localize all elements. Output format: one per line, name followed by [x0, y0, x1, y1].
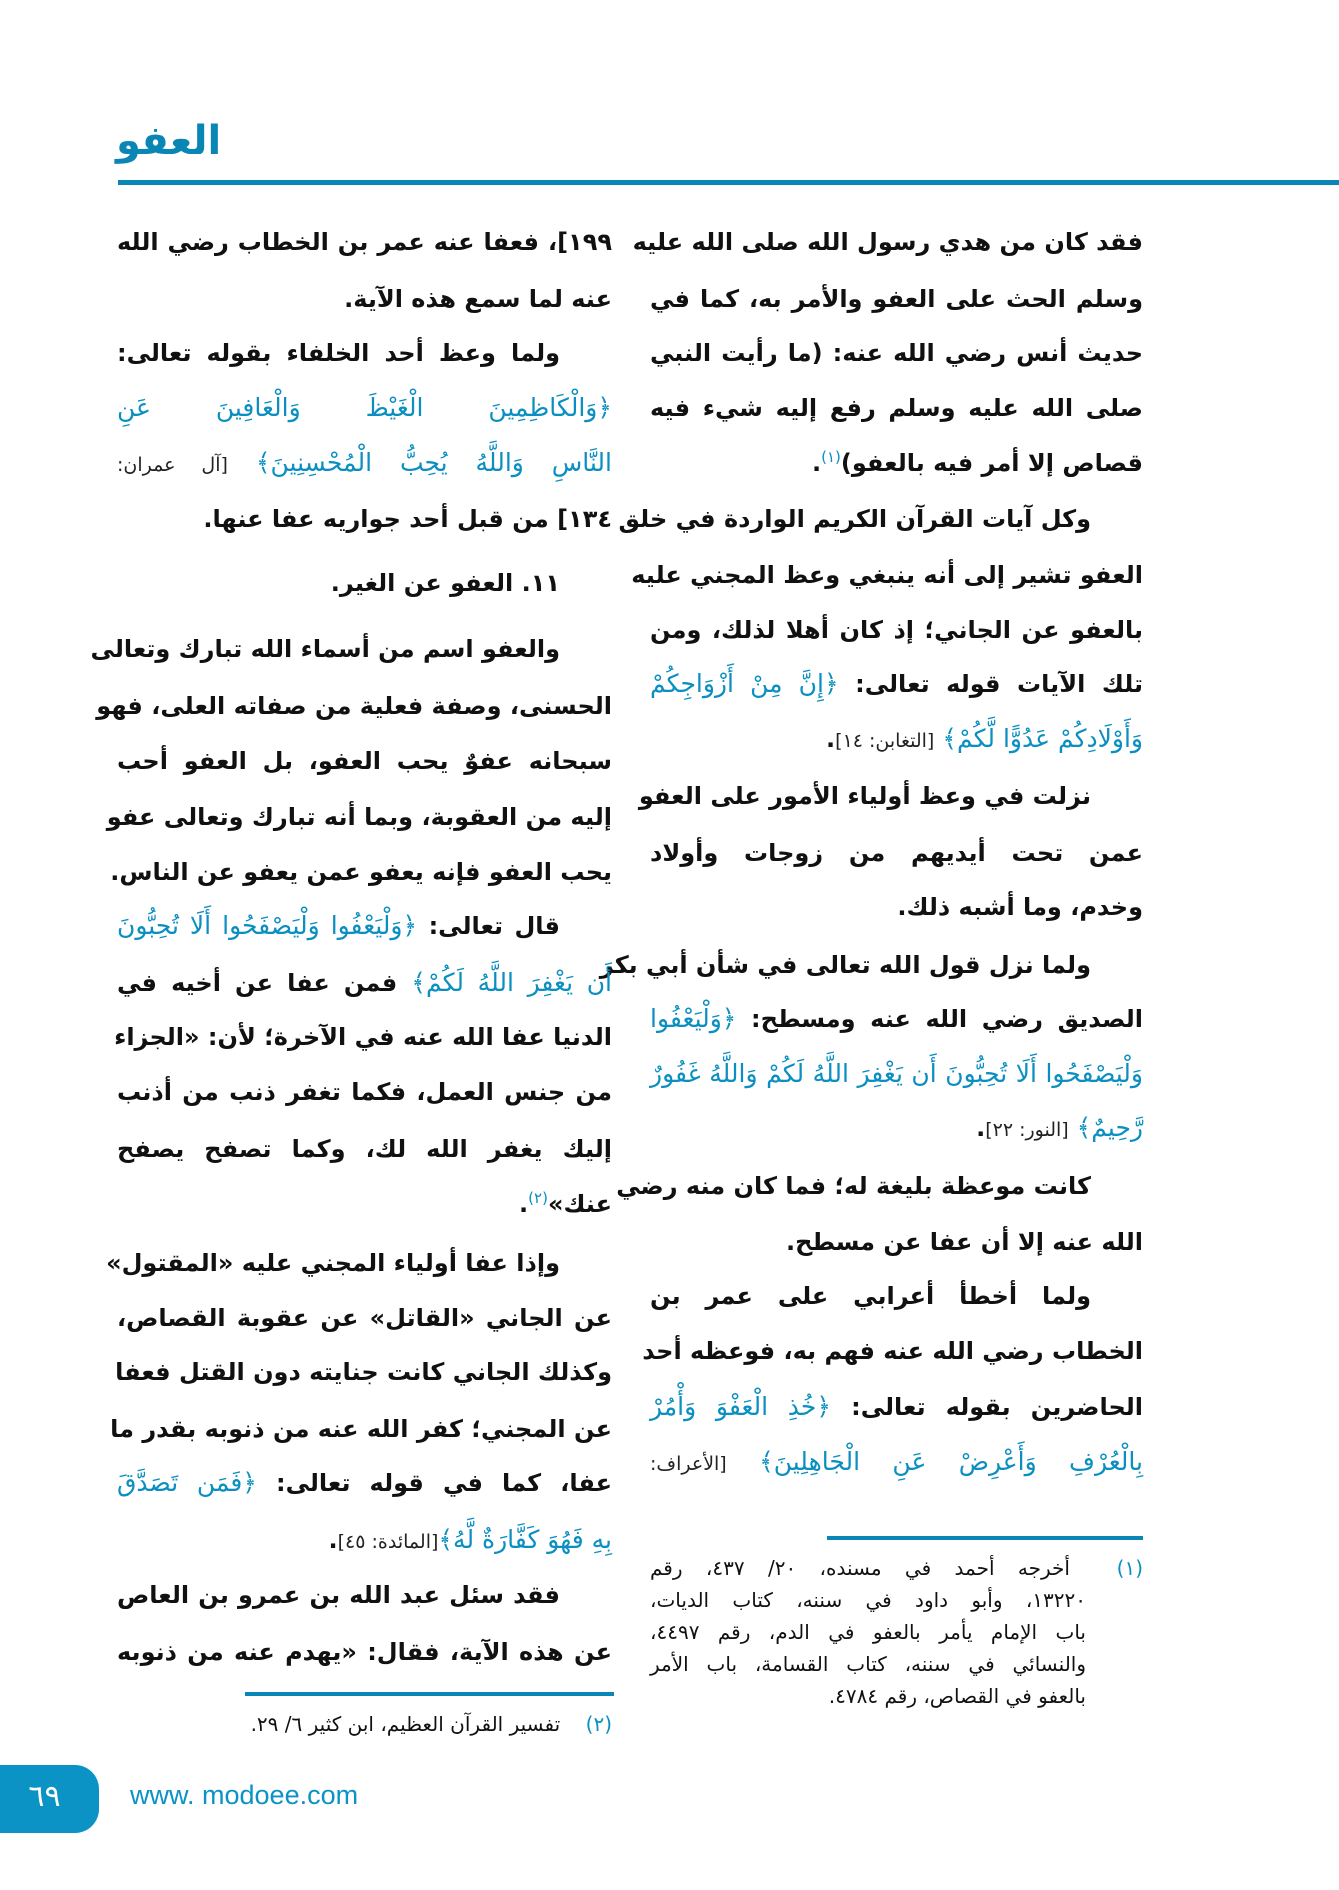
text-line	[117, 558, 560, 608]
body-text: الحسنى، وصفة فعلية من صفاته العلى، فهو	[96, 692, 612, 720]
body-text: بالعفو عن الجاني؛ إذ كان أهلا لذلك، ومن	[650, 616, 1143, 644]
body-text: وخدم، وما أشبه ذلك.	[897, 893, 1143, 921]
footnote-1-line	[650, 1680, 1086, 1712]
body-text: العفو تشير إلى أنه ينبغي وعظ المجني عليه	[631, 561, 1143, 589]
verse-reference: [النور: ٢٢]	[985, 1119, 1069, 1141]
quran-verse: بِالْعُرْفِ وَأَعْرِضْ عَنِ الْجَاهِلِينَ﴾	[726, 1447, 1143, 1476]
text-line	[117, 958, 612, 1008]
footnote-text: أخرجه أحمد في مسنده، ٢٠/ ٤٣٧، رقم	[650, 1556, 1070, 1580]
text-line	[650, 328, 1143, 378]
body-text: .	[826, 725, 836, 753]
text-line	[114, 1012, 612, 1062]
body-text: فقد سئل عبد الله بن عمرو بن العاص	[117, 1581, 560, 1609]
body-text: عنه لما سمع هذه الآية.	[344, 285, 612, 313]
footnote-text: ١٣٢٢٠، وأبو داود في سننه، كتاب الديات،	[650, 1588, 1086, 1612]
text-line	[117, 736, 612, 786]
page-number: ٦٩	[28, 1779, 61, 1814]
footnote-2	[117, 1708, 612, 1740]
body-text: وكذلك الجاني كانت جنايته دون القتل فعفا	[115, 1358, 612, 1386]
website-url[interactable]: www. modoee.com	[130, 1780, 359, 1810]
footnote-text: تفسير القرآن العظيم، ابن كثير ٦/ ٢٩.	[250, 1712, 561, 1736]
body-text: فقد كان من هدي رسول الله صلى الله عليه	[632, 228, 1143, 256]
footnote-marker[interactable]: (٢)	[528, 1189, 548, 1207]
text-line	[650, 1103, 1143, 1153]
body-text: وإذا عفا أولياء المجني عليه «المقتول»	[106, 1249, 560, 1277]
text-line	[117, 328, 560, 378]
body-text: صلى الله عليه وسلم رفع إليه شيء فيه	[650, 394, 1143, 422]
body-text: والعفو اسم من أسماء الله تبارك وتعالى	[90, 635, 560, 663]
body-text: قصاص إلا أمر فيه بالعفو)	[840, 449, 1143, 477]
body-text: عن هذه الآية، فقال: «يهدم عنه من ذنوبه	[117, 1638, 612, 1666]
text-line	[117, 217, 612, 267]
text-line	[117, 1515, 612, 1565]
footnote-1-line	[650, 1552, 1143, 1584]
footnote-1-line	[650, 1584, 1086, 1616]
body-text: الخطاب رضي الله عنه فهم به، فوعظه أحد	[642, 1337, 1143, 1365]
text-line	[650, 1271, 1091, 1321]
footnote-number: (٢)	[585, 1712, 612, 1736]
footnote-text: والنسائي في سننه، كتاب القسامة، باب الأمر	[650, 1652, 1086, 1676]
text-line	[638, 771, 1091, 821]
text-line	[117, 438, 612, 488]
footnote-divider	[245, 1692, 614, 1696]
quran-verse: ﴿فَمَن تَصَدَّقَ	[117, 1468, 257, 1497]
text-line	[117, 494, 612, 544]
quran-verse: بِهِ فَهُوَ كَفَّارَةٌ لَّهُ﴾	[438, 1525, 612, 1554]
body-text: عنك»	[547, 1190, 612, 1218]
quran-verse: أَن يَغْفِرَ اللَّهُ لَكُمْ﴾	[411, 968, 612, 997]
text-line	[117, 1293, 612, 1343]
text-line	[90, 624, 560, 674]
body-text: ولما نزل قول الله تعالى في شأن أبي بكر	[599, 951, 1091, 979]
text-line	[117, 1179, 612, 1229]
verse-reference: [آل عمران:	[117, 454, 228, 476]
quran-verse: ﴿وَالْكَاظِمِينَ الْغَيْظَ وَالْعَافِينَ عَنِ	[117, 393, 612, 422]
body-text: ١١. العفو عن الغير.	[330, 569, 560, 597]
text-line	[650, 1049, 1143, 1099]
body-text: .	[328, 1526, 338, 1554]
page-number-badge	[0, 1765, 99, 1833]
footnote-1-line	[650, 1616, 1086, 1648]
text-line	[631, 550, 1143, 600]
body-text: وكل آيات القرآن الكريم الواردة في خلق	[618, 505, 1091, 533]
footnote-1-line	[650, 1648, 1086, 1680]
chapter-title: العفو	[116, 118, 222, 164]
text-line	[117, 1124, 612, 1174]
quran-verse: ﴿خُذِ الْعَفْوَ وَأْمُرْ	[650, 1392, 832, 1421]
text-line	[650, 605, 1143, 655]
quran-verse: ﴿إِنَّ مِنْ أَزْوَاجِكُمْ	[650, 669, 839, 698]
body-text: إليك يغفر الله لك، وكما تصفح يصفح	[117, 1135, 612, 1163]
quran-verse: ﴿وَلْيَعْفُوا	[650, 1004, 737, 1033]
text-line	[106, 792, 612, 842]
quran-verse: ﴿وَلْيَعْفُوا وَلْيَصْفَحُوا أَلَا تُحِبُّونَ	[117, 911, 418, 940]
text-line	[117, 274, 612, 324]
quran-verse: وَأَوْلَادِكُمْ عَدُوًّا لَّكُمْ﴾	[934, 724, 1143, 753]
body-text: كانت موعظة بليغة له؛ فما كان منه رضي	[616, 1172, 1091, 1200]
body-text: الصديق رضي الله عنه ومسطح:	[736, 1005, 1143, 1033]
body-text: .	[519, 1190, 529, 1218]
body-text: عن الجاني «القاتل» عن عقوبة القصاص،	[117, 1304, 612, 1332]
body-text: وسلم الحث على العفو والأمر به، كما في	[650, 285, 1143, 313]
text-line	[117, 1347, 612, 1397]
text-line	[650, 714, 1143, 764]
body-text: ولما وعظ أحد الخلفاء بقوله تعالى:	[117, 339, 560, 367]
text-line	[616, 1161, 1091, 1211]
text-line	[650, 1437, 1143, 1487]
body-text: تلك الآيات قوله تعالى:	[838, 670, 1143, 698]
body-text: الحاضرين بقوله تعالى:	[831, 1393, 1144, 1421]
body-text: ولما أخطأ أعرابي على عمر بن	[650, 1282, 1091, 1310]
text-line	[117, 1067, 612, 1117]
body-text: نزلت في وعظ أولياء الأمور على العفو	[638, 782, 1091, 810]
text-line	[650, 383, 1143, 433]
verse-reference: [التغابن: ١٤]	[835, 730, 935, 752]
body-text: الدنيا عفا الله عنه في الآخرة؛ لأن: «الجزاء	[114, 1023, 612, 1051]
footnote-number: (١)	[1116, 1556, 1144, 1580]
text-line	[650, 994, 1143, 1044]
footnote-text: باب الإمام يأمر بالعفو في الدم، رقم ٤٤٩٧،	[650, 1620, 1086, 1644]
footnote-divider	[827, 1536, 1143, 1540]
body-text: حديث أنس رضي الله عنه: (ما رأيت النبي	[650, 339, 1143, 367]
body-text: .	[976, 1114, 986, 1142]
text-line	[117, 1627, 612, 1677]
text-line	[117, 901, 560, 951]
text-line	[117, 383, 612, 433]
body-text: .	[811, 449, 822, 477]
text-line	[96, 681, 612, 731]
body-text: عفا، كما في قوله تعالى:	[256, 1469, 612, 1497]
text-line	[650, 1217, 1143, 1267]
body-text: عن المجني؛ كفر الله عنه من ذنوبه بقدر ما	[110, 1415, 612, 1443]
right-column	[599, 0, 1144, 1890]
body-text: الله عنه إلا أن عفا عن مسطح.	[785, 1228, 1143, 1256]
text-line	[632, 217, 1143, 267]
text-line	[650, 659, 1143, 709]
verse-reference: [المائدة: ٤٥]	[337, 1531, 439, 1553]
body-text: يحب العفو فإنه يعفو عمن يعفو عن الناس.	[110, 858, 612, 886]
text-line	[642, 1326, 1143, 1376]
footnote-text: بالعفو في القصاص، رقم ٤٧٨٤.	[828, 1684, 1086, 1708]
body-text: عمن تحت أيديهم من زوجات وأولاد	[650, 839, 1143, 867]
text-line	[110, 1404, 612, 1454]
quran-verse: وَلْيَصْفَحُوا أَلَا تُحِبُّونَ أَن يَغْفِرَ اللَّهُ لَكُمْ وَاللَّهُ غَفُورٌ	[650, 1059, 1143, 1088]
verse-reference: [الأعراف:	[650, 1453, 727, 1475]
body-text: فمن عفا عن أخيه في	[117, 969, 412, 997]
text-line	[117, 1570, 560, 1620]
left-column	[90, 0, 612, 1890]
quran-verse: رَّحِيمٌ﴾	[1068, 1113, 1143, 1142]
text-line	[599, 940, 1091, 990]
body-text: قال تعالى:	[417, 912, 560, 940]
text-line	[618, 494, 1091, 544]
text-line	[650, 1382, 1143, 1432]
text-line	[110, 847, 612, 897]
footnote-marker[interactable]: (١)	[821, 448, 841, 466]
quran-verse: النَّاسِ وَاللَّهُ يُحِبُّ الْمُحْسِنِينَ﴾	[227, 448, 612, 477]
body-text: إليه من العقوبة، وبما أنه تبارك وتعالى عفو	[106, 803, 612, 831]
text-line	[650, 882, 1143, 932]
body-text: ١٩٩]، فعفا عنه عمر بن الخطاب رضي الله	[117, 228, 612, 256]
text-line	[650, 828, 1143, 878]
text-line	[650, 274, 1143, 324]
body-text: سبحانه عفوٌ يحب العفو، بل العفو أحب	[117, 747, 612, 775]
body-text: من جنس العمل، فكما تغفر ذنب من أذنب	[117, 1078, 612, 1106]
text-line	[106, 1238, 560, 1288]
text-line	[117, 1458, 612, 1508]
text-line	[650, 438, 1143, 488]
body-text: ١٣٤] من قبل أحد جواريه عفا عنها.	[203, 505, 612, 533]
